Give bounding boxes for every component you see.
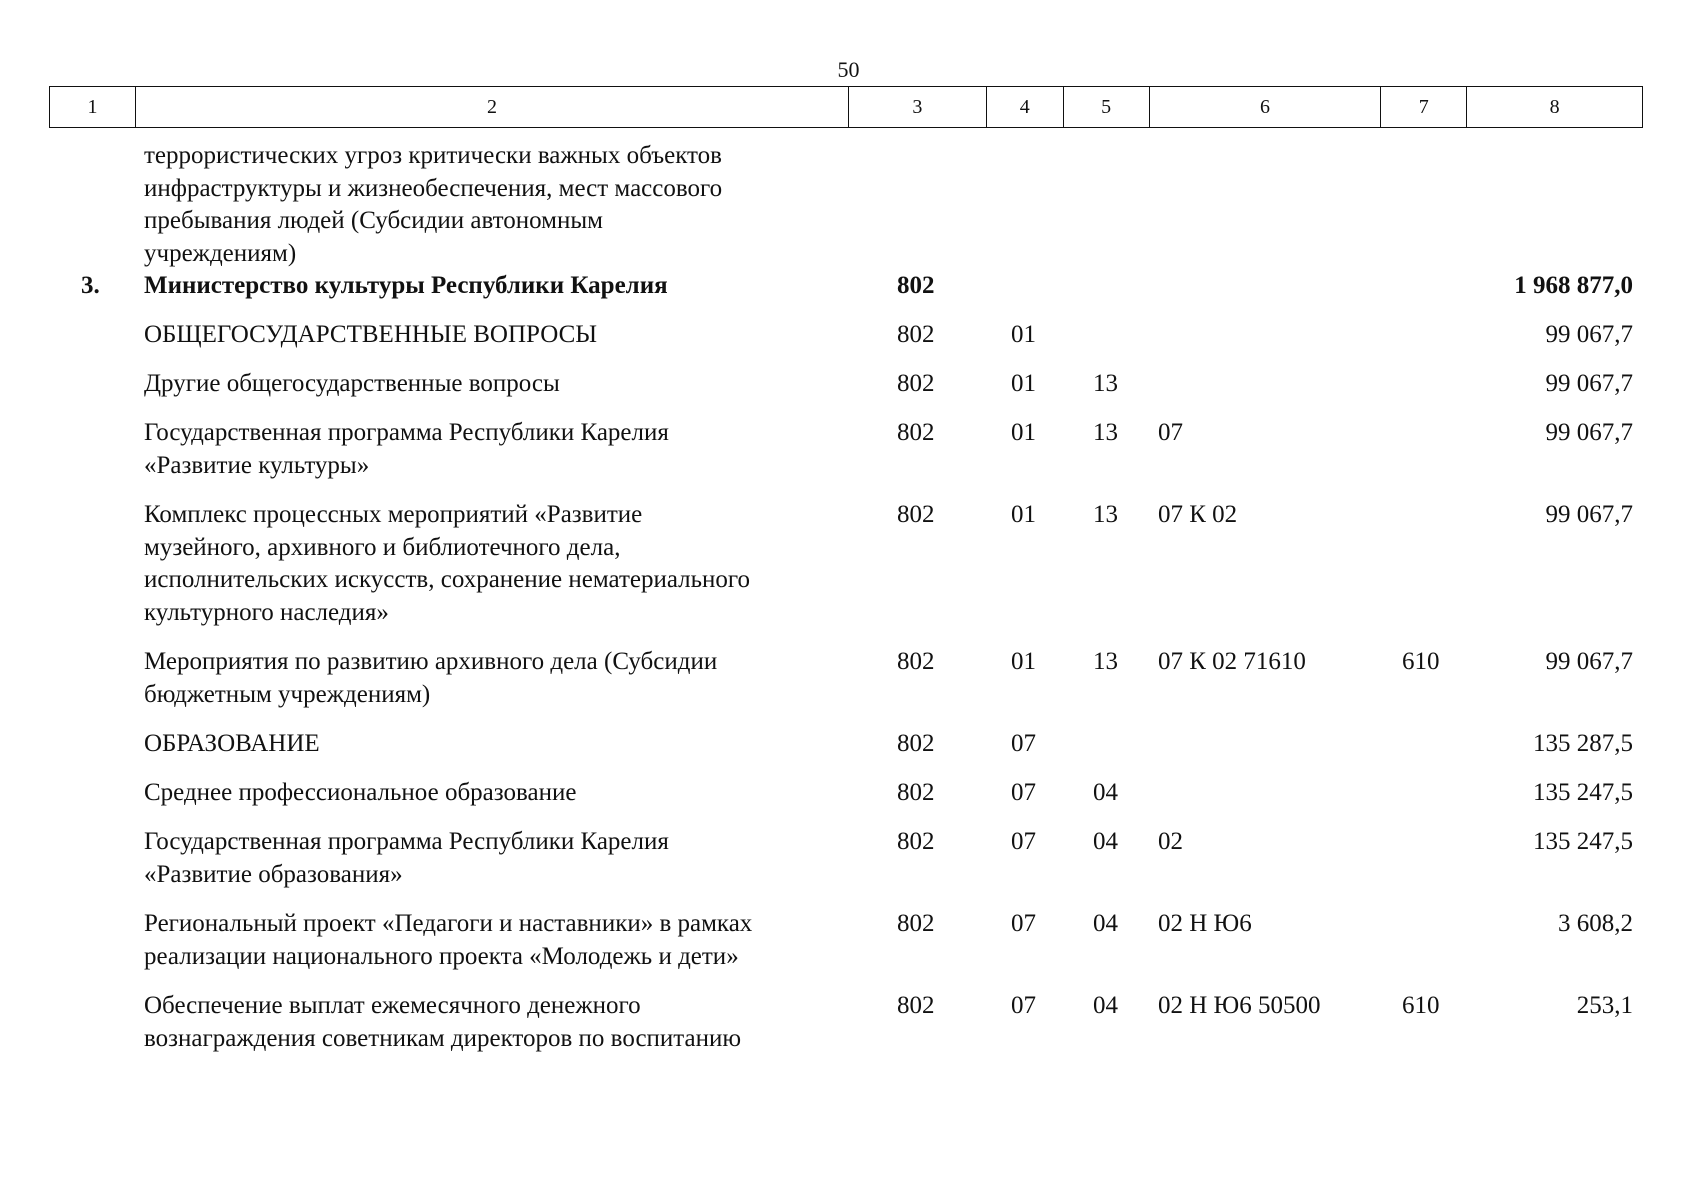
row-number: 3. bbox=[81, 272, 100, 299]
section-code: 07 bbox=[1011, 910, 1036, 937]
description-line: Другие общегосударственные вопросы bbox=[144, 370, 560, 397]
column-header-6: 6 bbox=[1150, 87, 1382, 127]
section-code: 07 bbox=[1011, 730, 1036, 757]
amount: 99 067,7 bbox=[1545, 321, 1633, 348]
target-article-code: 07 К 02 bbox=[1158, 501, 1238, 528]
section-code: 01 bbox=[1011, 501, 1036, 528]
description-line: музейного, архивного и библиотечного дела, bbox=[144, 533, 621, 561]
description-line: Государственная программа Республики Карелия bbox=[144, 419, 669, 446]
section-code: 07 bbox=[1011, 779, 1036, 806]
description-line: реализации национального проекта «Молодежь и дети» bbox=[144, 942, 739, 970]
column-header-8: 8 bbox=[1549, 95, 1560, 118]
row-description bbox=[144, 777, 849, 810]
description-line: «Развитие культуры» bbox=[144, 451, 370, 479]
amount: 135 287,5 bbox=[1533, 730, 1633, 757]
description-line: Комплекс процессных мероприятий «Развитие bbox=[144, 501, 643, 528]
target-article-code: 07 bbox=[1158, 419, 1183, 446]
description-line: культурного наследия» bbox=[144, 598, 389, 626]
subsection-code: 13 bbox=[1093, 501, 1118, 528]
subsection-code: 04 bbox=[1093, 779, 1118, 806]
expense-type-code: 610 bbox=[1402, 992, 1440, 1019]
amount: 99 067,7 bbox=[1545, 419, 1633, 446]
amount: 99 067,7 bbox=[1545, 501, 1633, 528]
ministry-code: 802 bbox=[897, 370, 935, 397]
description-line: инфраструктуры и жизнеобеспечения, мест массового bbox=[144, 174, 723, 202]
description-line: Среднее профессиональное образование bbox=[144, 779, 577, 806]
row-description bbox=[144, 908, 849, 973]
amount: 135 247,5 bbox=[1533, 828, 1633, 855]
description-line: Региональный проект «Педагоги и наставники» в рамках bbox=[144, 910, 753, 937]
description-line: пребывания людей (Субсидии автономным bbox=[144, 207, 603, 234]
column-header-7: 7 bbox=[1381, 87, 1467, 127]
target-article-code: 02 bbox=[1158, 828, 1183, 855]
subsection-code: 13 bbox=[1093, 370, 1118, 397]
target-article-code: 02 Н Ю6 bbox=[1158, 910, 1252, 937]
section-code: 01 bbox=[1011, 321, 1036, 348]
page-number: 50 bbox=[837, 57, 860, 82]
ministry-code: 802 bbox=[897, 648, 935, 675]
column-header-5: 5 bbox=[1064, 87, 1150, 127]
description-line: исполнительских искусств, сохранение нематериального bbox=[144, 566, 751, 593]
row-description bbox=[144, 319, 849, 352]
row-description bbox=[144, 646, 849, 711]
description-line: «Развитие образования» bbox=[144, 860, 403, 888]
column-header-row bbox=[49, 86, 1643, 128]
table-row bbox=[0, 499, 1697, 646]
table-row-section bbox=[0, 270, 1697, 319]
table-row bbox=[0, 990, 1697, 1072]
ministry-code: 802 bbox=[897, 272, 935, 299]
budget-table-body bbox=[0, 140, 1697, 1072]
table-row bbox=[0, 319, 1697, 368]
column-header-4: 4 bbox=[987, 87, 1064, 127]
section-code: 07 bbox=[1011, 992, 1036, 1019]
row-description bbox=[144, 990, 849, 1055]
amount: 1 968 877,0 bbox=[1514, 272, 1633, 299]
description-line: ОБРАЗОВАНИЕ bbox=[144, 730, 320, 757]
table-row bbox=[0, 728, 1697, 777]
expense-type-code: 610 bbox=[1402, 648, 1440, 675]
ministry-code: 802 bbox=[897, 419, 935, 446]
description-line: Государственная программа Республики Карелия bbox=[144, 828, 669, 855]
table-row bbox=[0, 777, 1697, 826]
ministry-code: 802 bbox=[897, 992, 935, 1019]
table-row bbox=[0, 646, 1697, 728]
ministry-code: 802 bbox=[897, 910, 935, 937]
ministry-code: 802 bbox=[897, 779, 935, 806]
section-code: 01 bbox=[1011, 419, 1036, 446]
ministry-code: 802 bbox=[897, 501, 935, 528]
description-line: ОБЩЕГОСУДАРСТВЕННЫЕ ВОПРОСЫ bbox=[144, 321, 598, 348]
row-description bbox=[144, 368, 849, 401]
row-description bbox=[144, 270, 849, 303]
column-header-3: 3 bbox=[849, 87, 987, 127]
ministry-code: 802 bbox=[897, 730, 935, 757]
amount: 99 067,7 bbox=[1545, 648, 1633, 675]
ministry-code: 802 bbox=[897, 321, 935, 348]
description-line: Мероприятия по развитию архивного дела (Субсидии bbox=[144, 648, 718, 675]
table-row bbox=[0, 417, 1697, 499]
amount: 253,1 bbox=[1576, 992, 1633, 1019]
description-line: террористических угроз критически важных объектов bbox=[144, 142, 722, 169]
table-row bbox=[0, 140, 1697, 270]
ministry-code: 802 bbox=[897, 828, 935, 855]
row-description bbox=[144, 499, 849, 629]
section-code: 01 bbox=[1011, 648, 1036, 675]
subsection-code: 13 bbox=[1093, 419, 1118, 446]
section-code: 01 bbox=[1011, 370, 1036, 397]
description-line: учреждениям) bbox=[144, 239, 297, 267]
subsection-code: 04 bbox=[1093, 910, 1118, 937]
subsection-code: 04 bbox=[1093, 828, 1118, 855]
target-article-code: 02 Н Ю6 50500 bbox=[1158, 992, 1321, 1019]
table-row bbox=[0, 908, 1697, 990]
table-row bbox=[0, 368, 1697, 417]
subsection-code: 04 bbox=[1093, 992, 1118, 1019]
row-description bbox=[144, 826, 849, 891]
row-description bbox=[144, 140, 849, 270]
column-header-2: 2 bbox=[136, 87, 849, 127]
target-article-code: 07 К 02 71610 bbox=[1158, 648, 1306, 675]
row-description bbox=[144, 417, 849, 482]
row-description bbox=[144, 728, 849, 761]
table-row bbox=[0, 826, 1697, 908]
subsection-code: 13 bbox=[1093, 648, 1118, 675]
description-line: бюджетным учреждениям) bbox=[144, 680, 431, 708]
amount: 135 247,5 bbox=[1533, 779, 1633, 806]
description-line: вознаграждения советникам директоров по воспитанию bbox=[144, 1024, 742, 1052]
description-line: Министерство культуры Республики Карелия bbox=[144, 272, 668, 299]
description-line: Обеспечение выплат ежемесячного денежного bbox=[144, 992, 641, 1019]
section-code: 07 bbox=[1011, 828, 1036, 855]
column-header-1: 1 bbox=[50, 87, 136, 127]
amount: 3 608,2 bbox=[1558, 910, 1633, 937]
amount: 99 067,7 bbox=[1545, 370, 1633, 397]
